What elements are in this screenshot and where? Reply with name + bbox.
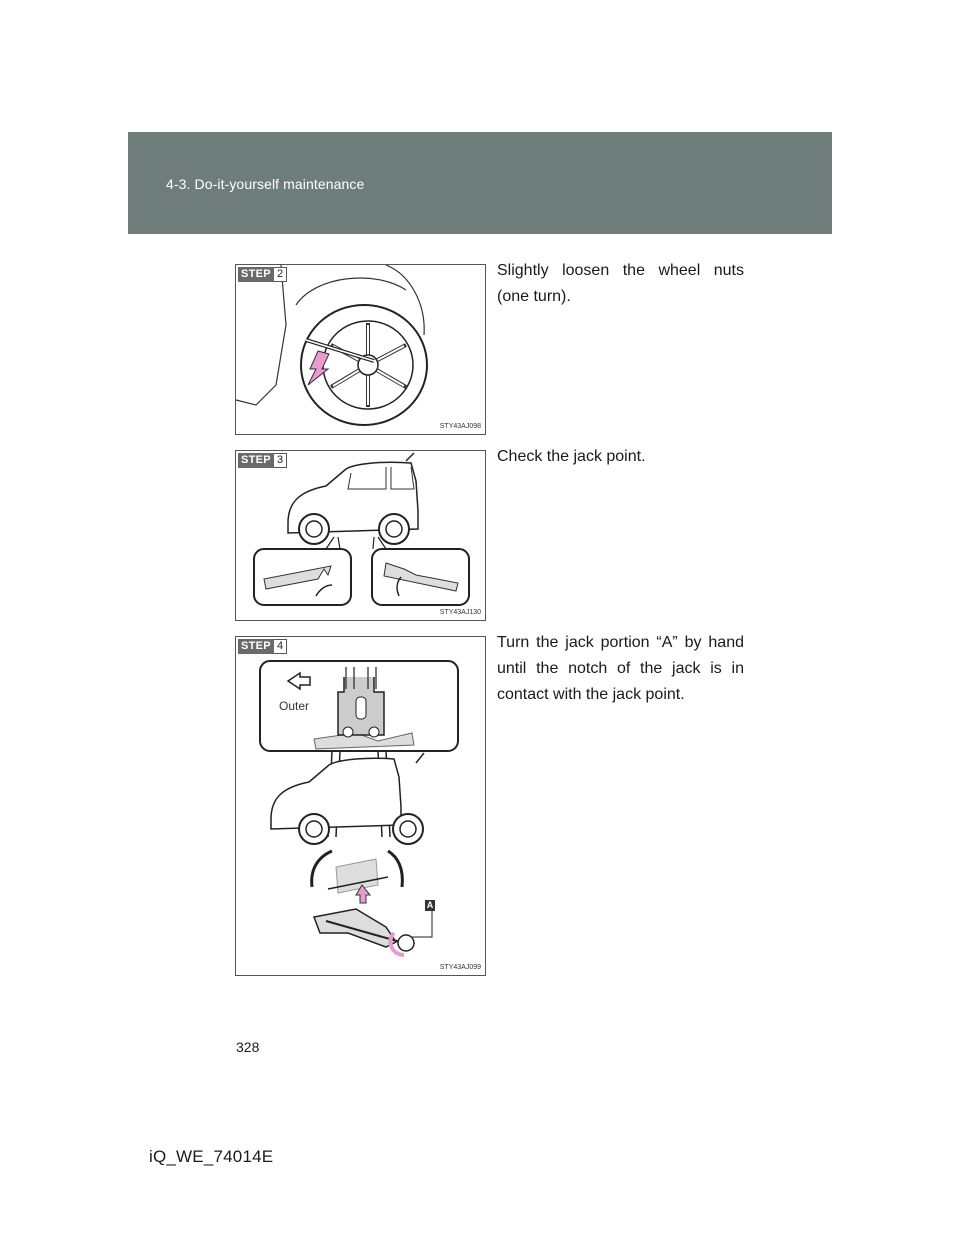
- car-jack-point-illustration: [236, 451, 485, 620]
- step-3-text: Check the jack point.: [497, 448, 646, 465]
- figure-code: STY43AJ098: [439, 423, 481, 430]
- step-badge: STEP 3: [238, 453, 287, 468]
- step-2-text: Slightly loosen the wheel nuts (one turn).: [497, 262, 744, 305]
- outer-label: Outer: [279, 699, 310, 713]
- step-2-figure: [235, 264, 486, 435]
- document-id: iQ_WE_74014E: [149, 1147, 274, 1166]
- jack-illustration: [236, 637, 485, 975]
- figure-code: STY43AJ099: [439, 964, 481, 971]
- step-4-text: Turn the jack portion “A” by hand until the notch of the jack is in contact with the jack point.: [497, 634, 744, 703]
- figure-code: STY43AJ130: [439, 609, 481, 616]
- step-badge: STEP 4: [238, 639, 287, 654]
- step-3-figure: [235, 450, 486, 621]
- section-title: 4-3. Do-it-yourself maintenance: [166, 176, 365, 192]
- step-4-figure: [235, 636, 486, 976]
- wheel-illustration: [236, 265, 485, 434]
- page-number: 328: [236, 1039, 260, 1055]
- page-header: [128, 132, 832, 234]
- step-badge: STEP 2: [238, 267, 287, 282]
- part-a-label: A: [426, 900, 434, 910]
